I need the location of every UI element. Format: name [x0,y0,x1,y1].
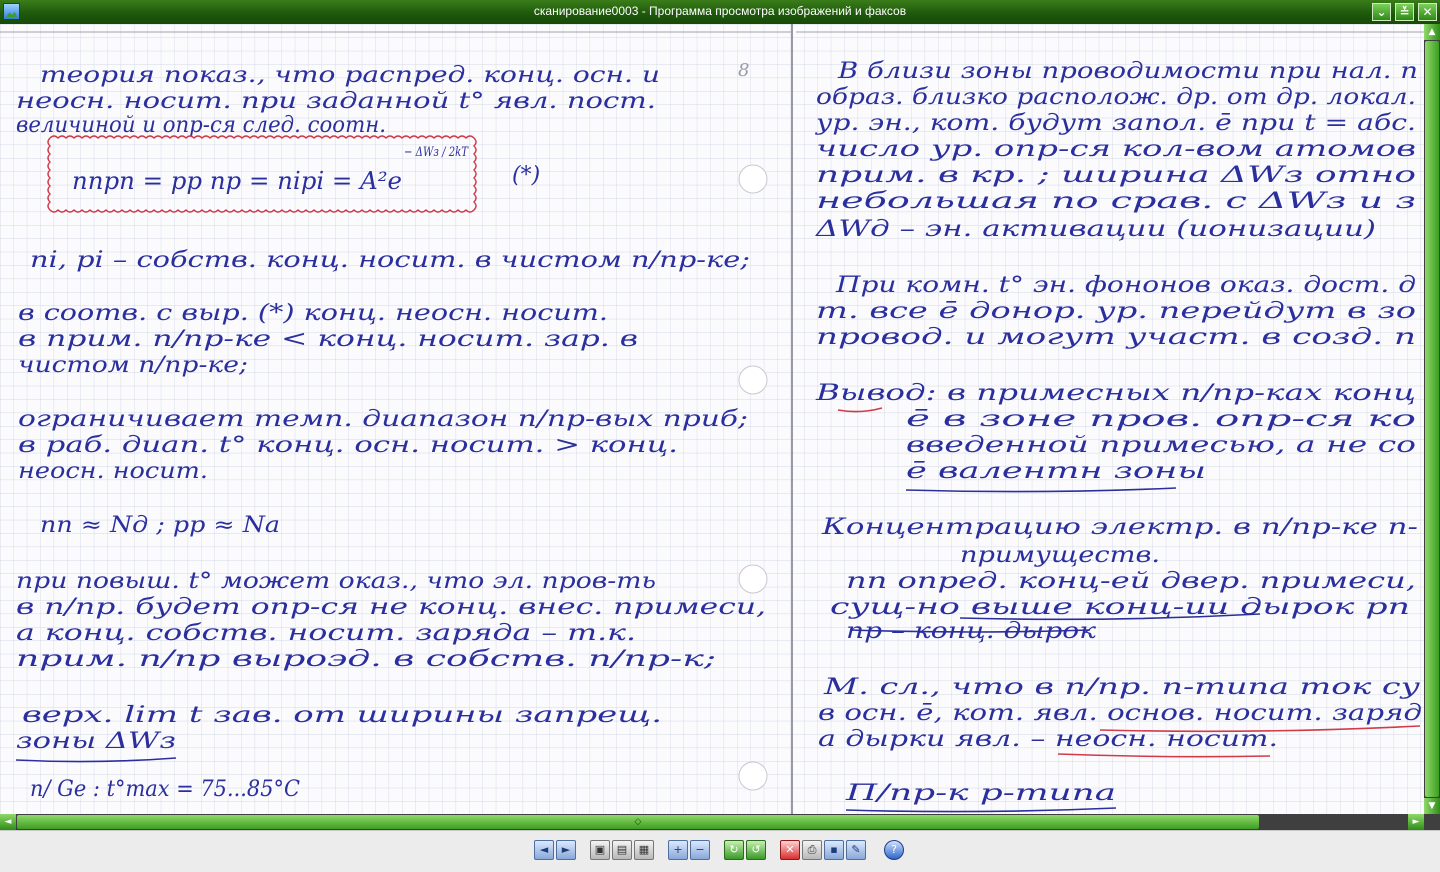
help-button[interactable] [884,840,904,860]
scroll-left-button[interactable] [0,814,16,830]
arrow-right-icon: ► [1412,817,1420,827]
print-button[interactable] [802,840,822,860]
horizontal-scrollbar[interactable] [0,814,1424,830]
double-chevron-down-icon: ≚ [1399,5,1410,19]
formula-exponent: − ΔWз / 2kT [404,145,470,160]
actual-size-icon: ▤ [616,843,628,856]
right-page-line: ур. эн., кот. будут запол. ē при t = абс. [814,111,1416,136]
vertical-scroll-thumb[interactable] [1425,41,1439,797]
zoom-in-button[interactable] [668,840,688,860]
right-page-line: В близи зоны проводимости при нал. п [836,59,1418,84]
grip-icon: ◇ [634,817,642,827]
left-page-line: неосн. носит. [18,459,208,484]
arrow-down-icon: ▼ [1428,801,1436,811]
left-page-line: прим. п/пр выроэд. в собств. п/пр-к; [16,647,716,672]
left-page-line: величиной и опр-ся след. соотн. [16,113,386,138]
left-page-line: а конц. собств. носит. заряда – т.к. [16,621,636,646]
right-page-line: а дырки явл. – неосн. носит. [818,727,1278,752]
zoom-out-icon: − [695,843,705,856]
right-page-line: сущ-но выше конц-ии дырок pn [830,595,1410,620]
rotate-clockwise-button[interactable] [724,840,744,860]
left-page-line: в п/пр. будет опр-ся не конц. внес. примеси, [16,595,766,620]
rotate-counterclockwise-icon: ↺ [751,843,761,856]
open-for-editing-button[interactable] [846,840,866,860]
left-page-line: п/ Ge : t°max = 75...85°C [30,777,301,802]
left-page-line: nn ≈ Nд ; pp ≈ Na [40,513,280,538]
scroll-right-button[interactable] [1408,814,1424,830]
best-fit-button[interactable] [590,840,610,860]
scroll-up-button[interactable] [1424,24,1440,40]
right-page-line: образ. близко располож. др. от др. локал. [816,85,1416,110]
slideshow-icon: ▦ [638,843,650,856]
previous-image-button[interactable] [534,840,554,860]
rotate-counterclockwise-button[interactable] [746,840,766,860]
minimize-button[interactable] [1372,3,1391,21]
actual-size-button[interactable] [612,840,632,860]
scroll-down-button[interactable] [1424,798,1440,814]
right-page-line: число ур. опр-ся кол-вом атомов [816,137,1416,162]
right-page-line: np – конц. дырок [846,619,1098,644]
left-page-line: неосн. носит. при заданной t° явл. пост. [16,89,656,114]
right-page-line: примуществ. [960,543,1160,568]
left-page-line: зоны ΔWз [16,729,176,754]
left-page-line: верх. lim t зав. от ширины запрещ. [22,703,662,728]
scroll-corner [1424,814,1440,830]
right-page-line: ē валентн зоны [906,459,1206,484]
right-page-line: небольшая по срав. с ΔWз и з [816,189,1416,214]
best-fit-icon: ▣ [594,843,606,856]
right-page-line: М. сл., что в п/пр. п-типа ток су [822,675,1421,700]
maximize-button[interactable] [1395,3,1414,21]
slideshow-button[interactable] [634,840,654,860]
left-page-line: в раб. диап. t° конц. осн. носит. > конц. [18,433,678,458]
edit-icon: ✎ [851,843,861,856]
close-button[interactable] [1418,3,1437,21]
right-page-line: nn опред. конц-ей двер. примеси, [846,569,1416,594]
right-page-line: ē в зоне пров. опр-ся ко [906,407,1416,432]
right-page-line: провод. и могут участ. в созд. п [816,325,1416,350]
zoom-in-icon: + [673,843,683,856]
help-icon: ? [891,843,897,856]
viewer-toolbar [0,830,1440,872]
left-page-line: теория показ., что распред. конц. осн. и [40,63,660,88]
left-page-line: в прим. п/пр-ке < конц. носит. зар. в [18,327,638,352]
right-page-line: Вывод: в примесных п/пр-ках конц [814,381,1416,406]
right-page-line: При комн. t° эн. фононов оказ. дост. д [834,273,1417,298]
page-number: 8 [738,60,750,81]
title-bar [0,0,1440,24]
next-icon: ► [561,843,571,856]
previous-icon: ◄ [539,843,549,856]
right-page-line: прим. в кр. ; ширина ΔWз отно [816,163,1416,188]
rotate-clockwise-icon: ↻ [729,843,739,856]
next-image-button[interactable] [556,840,576,860]
scanned-document [0,24,1424,814]
print-icon: ⎙ [807,843,817,856]
left-page-line: в соотв. с выр. (*) конц. неосн. носит. [18,301,608,326]
horizontal-scroll-thumb[interactable] [17,815,1259,829]
left-page-line: при повыш. t° может оказ., что эл. пров-ть [16,569,656,594]
left-page-line: ni, pi – собств. конц. носит. в чистом п/пр-ке; [30,248,750,273]
chevron-down-icon: ⌄ [1376,5,1387,19]
right-page-line: введенной примесью, а не со [906,433,1416,458]
close-icon: ✕ [1422,5,1433,19]
zoom-out-button[interactable] [690,840,710,860]
save-icon: ▪ [830,843,838,856]
delete-icon: ✕ [785,843,795,856]
right-page-line: т. все ē донор. ур. перейдут в зо [816,299,1416,324]
right-page-line: П/пр-к р-типа [844,781,1116,806]
right-page-line: в осн. ē, кот. явл. основ. носит. заряд [818,701,1423,726]
window-title: сканирование0003 - Программа просмотра изображений и факсов [533,4,907,18]
delete-button[interactable] [780,840,800,860]
save-button[interactable] [824,840,844,860]
arrow-up-icon: ▲ [1428,27,1436,37]
vertical-scrollbar[interactable] [1424,24,1440,814]
formula: nnpn = pp np = nipi = A²e [72,167,402,195]
arrow-left-icon: ◄ [4,817,12,827]
formula-tag: (*) [512,163,541,188]
left-page-line: чистом п/пр-ке; [18,353,248,378]
right-page-line: ΔWд – эн. активации (ионизации) [814,217,1376,242]
image-display-area[interactable] [0,24,1424,814]
right-page-line: Концентрацию электр. в п/пр-ке п- [820,515,1418,540]
left-page-line: ограничивает темп. диапазон п/пр-вых приб; [18,407,748,432]
